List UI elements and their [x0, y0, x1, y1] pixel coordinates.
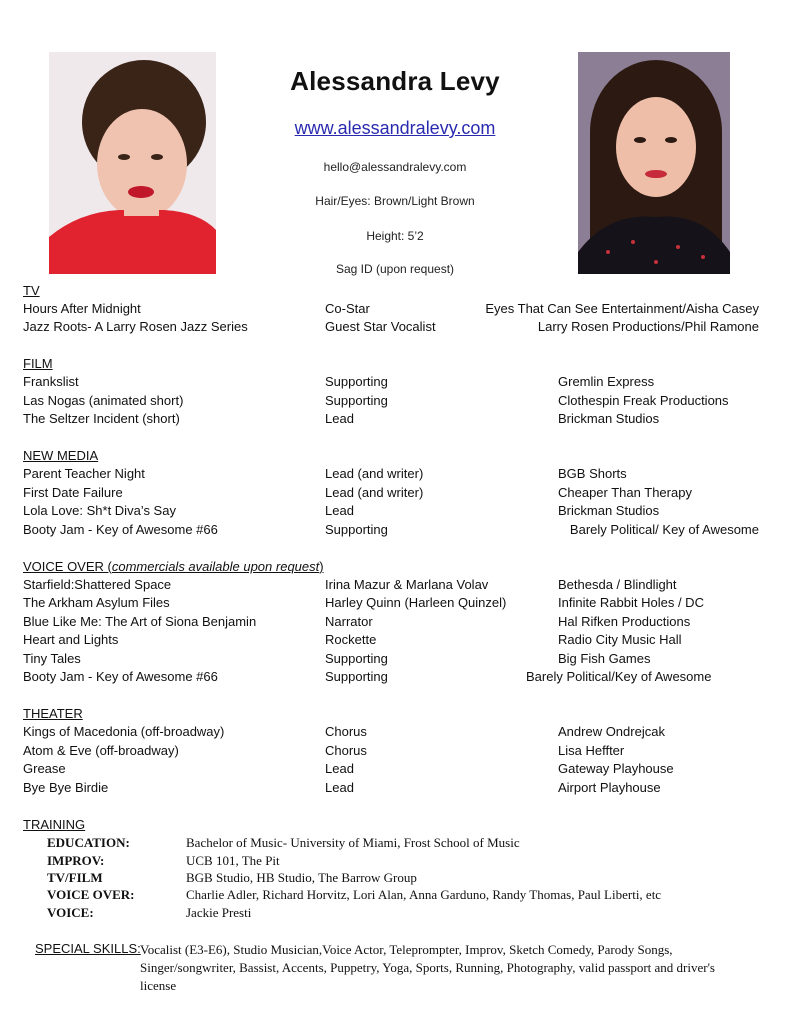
- credit-company: Brickman Studios: [558, 411, 660, 426]
- training-row: [0, 870, 791, 887]
- credit-row: [0, 669, 791, 687]
- credit-company: Gateway Playhouse: [558, 761, 674, 776]
- training-row: [0, 887, 791, 904]
- credit-role: Co-Star: [325, 301, 370, 316]
- section-title-tv: TV: [23, 283, 40, 298]
- headshot-right-image: [578, 52, 730, 274]
- credit-role: Lead (and writer): [325, 485, 424, 500]
- credit-company: Larry Rosen Productions/Phil Ramone: [537, 319, 759, 334]
- credit-title: Kings of Macedonia (off-broadway): [23, 724, 225, 739]
- credit-title: Heart and Lights: [23, 632, 119, 647]
- section-title-voice-over-note: commercials available upon request: [111, 559, 320, 574]
- training-row: [0, 835, 791, 852]
- credit-role: Rockette: [325, 632, 377, 647]
- credit-role: Lead: [325, 761, 354, 776]
- credit-row: [0, 485, 791, 503]
- training-label: IMPROV:: [47, 853, 105, 868]
- credit-role: Chorus: [325, 724, 367, 739]
- credit-row: [0, 393, 791, 411]
- credit-role: Lead: [325, 411, 354, 426]
- credit-title: The Seltzer Incident (short): [23, 411, 180, 426]
- credit-company: BGB Shorts: [558, 466, 627, 481]
- credit-role: Lead: [325, 780, 354, 795]
- credit-title: Bye Bye Birdie: [23, 780, 109, 795]
- email: hello@alessandralevy.com: [323, 160, 467, 174]
- credit-row: [0, 761, 791, 779]
- credit-company: Radio City Music Hall: [558, 632, 682, 647]
- training-value: UCB 101, The Pit: [186, 853, 280, 868]
- credit-row: [0, 522, 791, 540]
- credit-row: [0, 595, 791, 613]
- credit-title: The Arkham Asylum Files: [23, 595, 170, 610]
- sag-id: Sag ID (upon request): [335, 262, 455, 276]
- hair-eyes: Hair/Eyes: Brown/Light Brown: [315, 194, 475, 208]
- credit-company: Andrew Ondrejcak: [558, 724, 665, 739]
- credit-role: Harley Quinn (Harleen Quinzel): [325, 595, 507, 610]
- training-row: [0, 905, 791, 922]
- credit-row: [0, 651, 791, 669]
- section-title-theater: THEATER: [23, 706, 83, 721]
- credit-role: Lead: [325, 503, 354, 518]
- training-value: Bachelor of Music- University of Miami, Frost School of Music: [186, 835, 520, 850]
- section-title-new-media: NEW MEDIA: [23, 448, 99, 463]
- training-label: VOICE OVER:: [47, 887, 135, 902]
- website-link[interactable]: www.alessandralevy.com: [294, 118, 496, 138]
- credit-role: Chorus: [325, 743, 367, 758]
- credit-title: Las Nogas (animated short): [23, 393, 184, 408]
- credit-title: Booty Jam - Key of Awesome #66: [23, 669, 218, 684]
- headshot-left-image: [49, 52, 216, 274]
- credit-company: Airport Playhouse: [558, 780, 661, 795]
- credit-row: [0, 503, 791, 521]
- training-value: Charlie Adler, Richard Horvitz, Lori Alan, Anna Garduno, Randy Thomas, Paul Liberti, etc: [186, 887, 662, 902]
- section-title-voice-over-end: ): [319, 559, 324, 574]
- special-skills-label: SPECIAL SKILLS:: [35, 941, 141, 956]
- credit-row: [0, 577, 791, 595]
- credit-title: Booty Jam - Key of Awesome #66: [23, 522, 218, 537]
- credit-title: Jazz Roots- A Larry Rosen Jazz Series: [23, 319, 248, 334]
- credit-company: Infinite Rabbit Holes / DC: [558, 595, 704, 610]
- credit-title: Hours After Midnight: [23, 301, 141, 316]
- training-label: TV/FILM: [47, 870, 103, 885]
- training-value: Jackie Presti: [186, 905, 252, 920]
- credit-row: [0, 319, 791, 337]
- credit-role: Supporting: [325, 669, 388, 684]
- section-title-voice-over: [23, 559, 324, 574]
- credit-title: Starfield:Shattered Space: [23, 577, 172, 592]
- actor-name: Alessandra Levy: [290, 66, 500, 96]
- credit-title: Parent Teacher Night: [23, 466, 145, 481]
- section-title-voice-over-text: VOICE OVER (: [23, 559, 112, 574]
- credit-company: Barely Political/ Key of Awesome: [569, 522, 759, 537]
- credit-company: Gremlin Express: [558, 374, 655, 389]
- credit-title: Lola Love: Sh*t Diva’s Say: [23, 503, 176, 518]
- section-title-training: TRAINING: [23, 817, 86, 832]
- credit-row: [0, 743, 791, 761]
- credit-title: First Date Failure: [23, 485, 123, 500]
- credit-title: Frankslist: [23, 374, 79, 389]
- special-skills-text: Vocalist (E3-E6), Studio Musician,Voice Actor, Teleprompter, Improv, Sketch Comedy, Parody Songs, Singer/songwriter, Bassist, Accents, Puppetry, Yoga, Sports, Running, Photography, valid passport and driver's license: [140, 942, 715, 993]
- training-value: BGB Studio, HB Studio, The Barrow Group: [186, 870, 417, 885]
- credit-title: Grease: [23, 761, 66, 776]
- credit-row: [0, 632, 791, 650]
- credit-title: Atom & Eve (off-broadway): [23, 743, 179, 758]
- training-label: EDUCATION:: [47, 835, 130, 850]
- credit-company: Clothespin Freak Productions: [558, 393, 729, 408]
- headshot-right: [578, 52, 730, 274]
- section-title-film: FILM: [23, 356, 53, 371]
- credit-company: Cheaper Than Therapy: [558, 485, 692, 500]
- credit-company: Barely Political/Key of Awesome: [526, 669, 712, 684]
- credit-company: Big Fish Games: [558, 651, 651, 666]
- height: Height: 5’2: [366, 229, 424, 243]
- credit-company: Bethesda / Blindlight: [558, 577, 677, 592]
- credit-company: Brickman Studios: [558, 503, 660, 518]
- credit-role: Supporting: [325, 651, 388, 666]
- training-row: [0, 853, 791, 870]
- credit-role: Irina Mazur & Marlana Volav: [325, 577, 489, 592]
- credit-role: Guest Star Vocalist: [325, 319, 436, 334]
- credit-role: Supporting: [325, 522, 388, 537]
- credit-row: [0, 724, 791, 742]
- training-label: VOICE:: [47, 905, 94, 920]
- credit-company: Hal Rifken Productions: [558, 614, 691, 629]
- credit-row: [0, 411, 791, 429]
- credit-role: Supporting: [325, 374, 388, 389]
- credit-row: [0, 614, 791, 632]
- credit-role: Supporting: [325, 393, 388, 408]
- headshot-left: [49, 52, 216, 274]
- credit-role: Narrator: [325, 614, 373, 629]
- credit-role: Lead (and writer): [325, 466, 424, 481]
- credit-row: [0, 780, 791, 798]
- credit-row: [0, 301, 791, 319]
- credit-row: [0, 374, 791, 392]
- credit-title: Blue Like Me: The Art of Siona Benjamin: [23, 614, 257, 629]
- credit-company: Lisa Heffter: [558, 743, 625, 758]
- credit-title: Tiny Tales: [23, 651, 81, 666]
- credit-company: Eyes That Can See Entertainment/Aisha Casey: [485, 301, 759, 316]
- credit-row: [0, 466, 791, 484]
